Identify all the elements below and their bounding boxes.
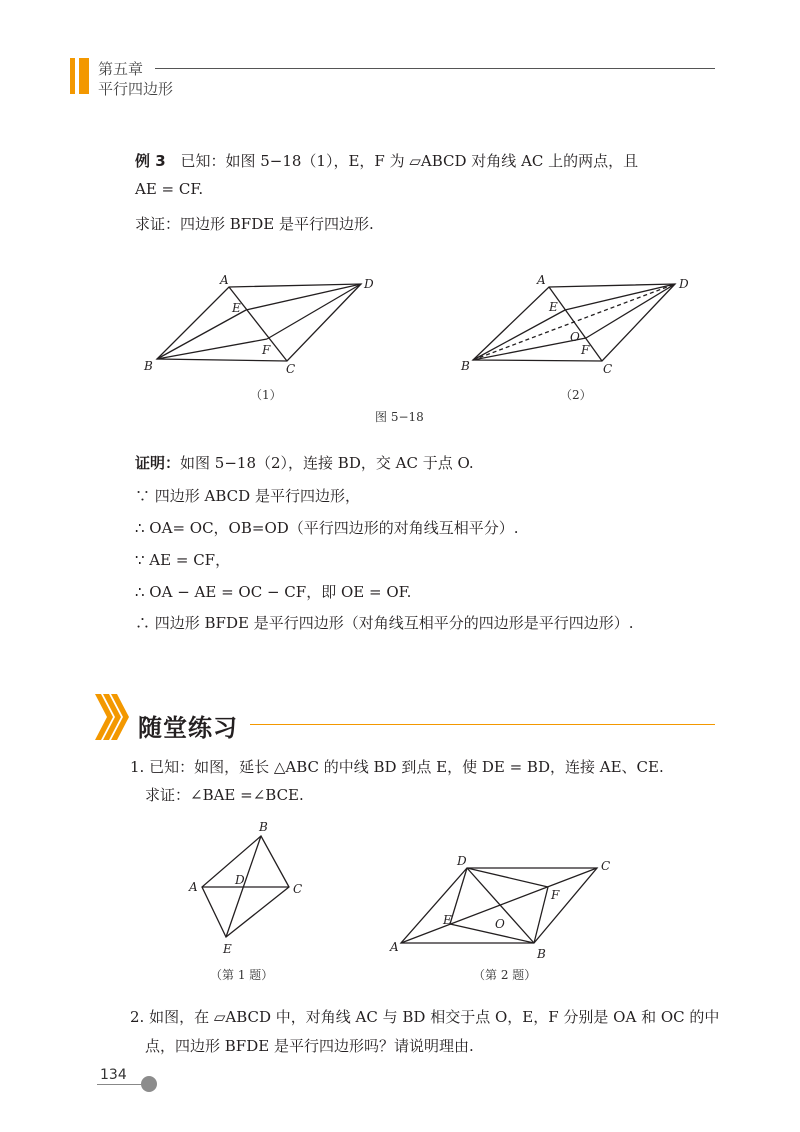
label-e: E (549, 300, 558, 314)
label-a: A (537, 273, 546, 287)
label-o: O (570, 330, 580, 344)
example-given: 已知：如图 5−18（1），E，F 为 ▱ABCD 对角线 AC 上的两点，且 (180, 152, 639, 170)
example-label: 例 3 (135, 152, 166, 170)
example-prove: 求证：四边形 BFDE 是平行四边形. (135, 215, 374, 233)
chapter-label: 第五章 (98, 60, 144, 78)
label-b: B (259, 820, 268, 834)
segment-ed (246, 284, 361, 310)
figure-5-18-caption: 图 5−18 (375, 410, 424, 424)
practice-q2-line-2: 点，四边形 BFDE 是平行四边形吗？请说明理由. (145, 1037, 474, 1055)
example-given-cont: AE = CF. (135, 180, 204, 198)
segment-fd (467, 868, 548, 887)
segment-fd (586, 284, 675, 338)
practice-q1-line-1: 1. 已知：如图，延长 △ABC 的中线 BD 到点 E，使 DE = BD，连接 AE、CE. (130, 758, 664, 776)
label-f: F (581, 343, 590, 357)
label-f: F (551, 888, 560, 902)
segment-be (473, 310, 565, 360)
label-a: A (390, 940, 399, 954)
label-e: E (443, 913, 452, 927)
label-b: B (461, 359, 470, 373)
label-a: A (220, 273, 229, 287)
figure-question-2 (385, 848, 625, 963)
proof-line-3: ∴ OA= OC，OB=OD（平行四边形的对角线互相平分）. (135, 519, 519, 537)
page-number: 134 (100, 1067, 127, 1083)
label-e: E (223, 942, 232, 956)
page-dot-icon (141, 1076, 157, 1092)
label-a: A (189, 880, 198, 894)
figure-5-18-1 (140, 270, 380, 380)
segment-de (450, 868, 467, 924)
diagonal-ac (229, 287, 287, 361)
label-c: C (601, 859, 611, 873)
practice-rule (250, 724, 715, 725)
header-accent-bar (70, 58, 75, 94)
segment-ed (565, 284, 675, 310)
chevron-arrows-icon (95, 692, 135, 742)
label-d: D (235, 873, 245, 887)
proof-intro: 如图 5−18（2），连接 BD，交 AC 于点 O. (180, 454, 474, 472)
label-d: D (679, 277, 689, 291)
proof-line-6: ∴ 四边形 BFDE 是平行四边形（对角线互相平分的四边形是平行四边形）. (135, 614, 634, 632)
practice-title: 随堂练习 (138, 714, 238, 742)
label-b: B (537, 947, 546, 961)
figure-1-caption: （1） (250, 388, 282, 402)
label-o: O (495, 917, 505, 931)
figure-2-caption: （2） (560, 388, 592, 402)
proof-label: 证明： (135, 454, 181, 472)
label-d: D (457, 854, 467, 868)
chapter-subtitle: 平行四边形 (98, 80, 174, 98)
label-e: E (232, 301, 241, 315)
diagonal-bd-dashed (473, 284, 675, 360)
label-c: C (603, 362, 613, 376)
label-d: D (364, 277, 374, 291)
label-f: F (262, 343, 271, 357)
proof-line-5: ∴ OA − AE = OC − CF，即 OE = OF. (135, 583, 412, 601)
label-c: C (286, 362, 296, 376)
segment-be (157, 310, 246, 359)
question-1-caption: （第 1 题） (210, 968, 274, 982)
diagonal-ac (549, 287, 602, 361)
proof-line-2: ∵ 四边形 ABCD 是平行四边形， (135, 487, 360, 505)
segment-fd (267, 284, 361, 339)
label-b: B (144, 359, 153, 373)
practice-q2-line-1: 2. 如图，在 ▱ABCD 中，对角线 AC 与 BD 相交于点 O，E，F 分别是 OA 和 OC 的中 (130, 1008, 720, 1026)
example-3 (135, 150, 638, 171)
question-2-caption: （第 2 题） (473, 968, 537, 982)
segment-eb (450, 924, 534, 943)
label-c: C (293, 882, 303, 896)
figure-5-18-2 (455, 270, 695, 380)
header-rule (155, 68, 715, 69)
diagonal-bd (467, 868, 534, 943)
proof-line-1 (135, 452, 474, 473)
header-accent-bar-wide (79, 58, 89, 94)
practice-q1-line-2: 求证：∠BAE =∠BCE. (145, 786, 304, 804)
figure-question-1 (185, 818, 315, 966)
parallelogram-abcd (157, 284, 361, 361)
proof-line-4: ∵ AE = CF， (135, 551, 231, 569)
diagonal-ac (401, 868, 597, 943)
